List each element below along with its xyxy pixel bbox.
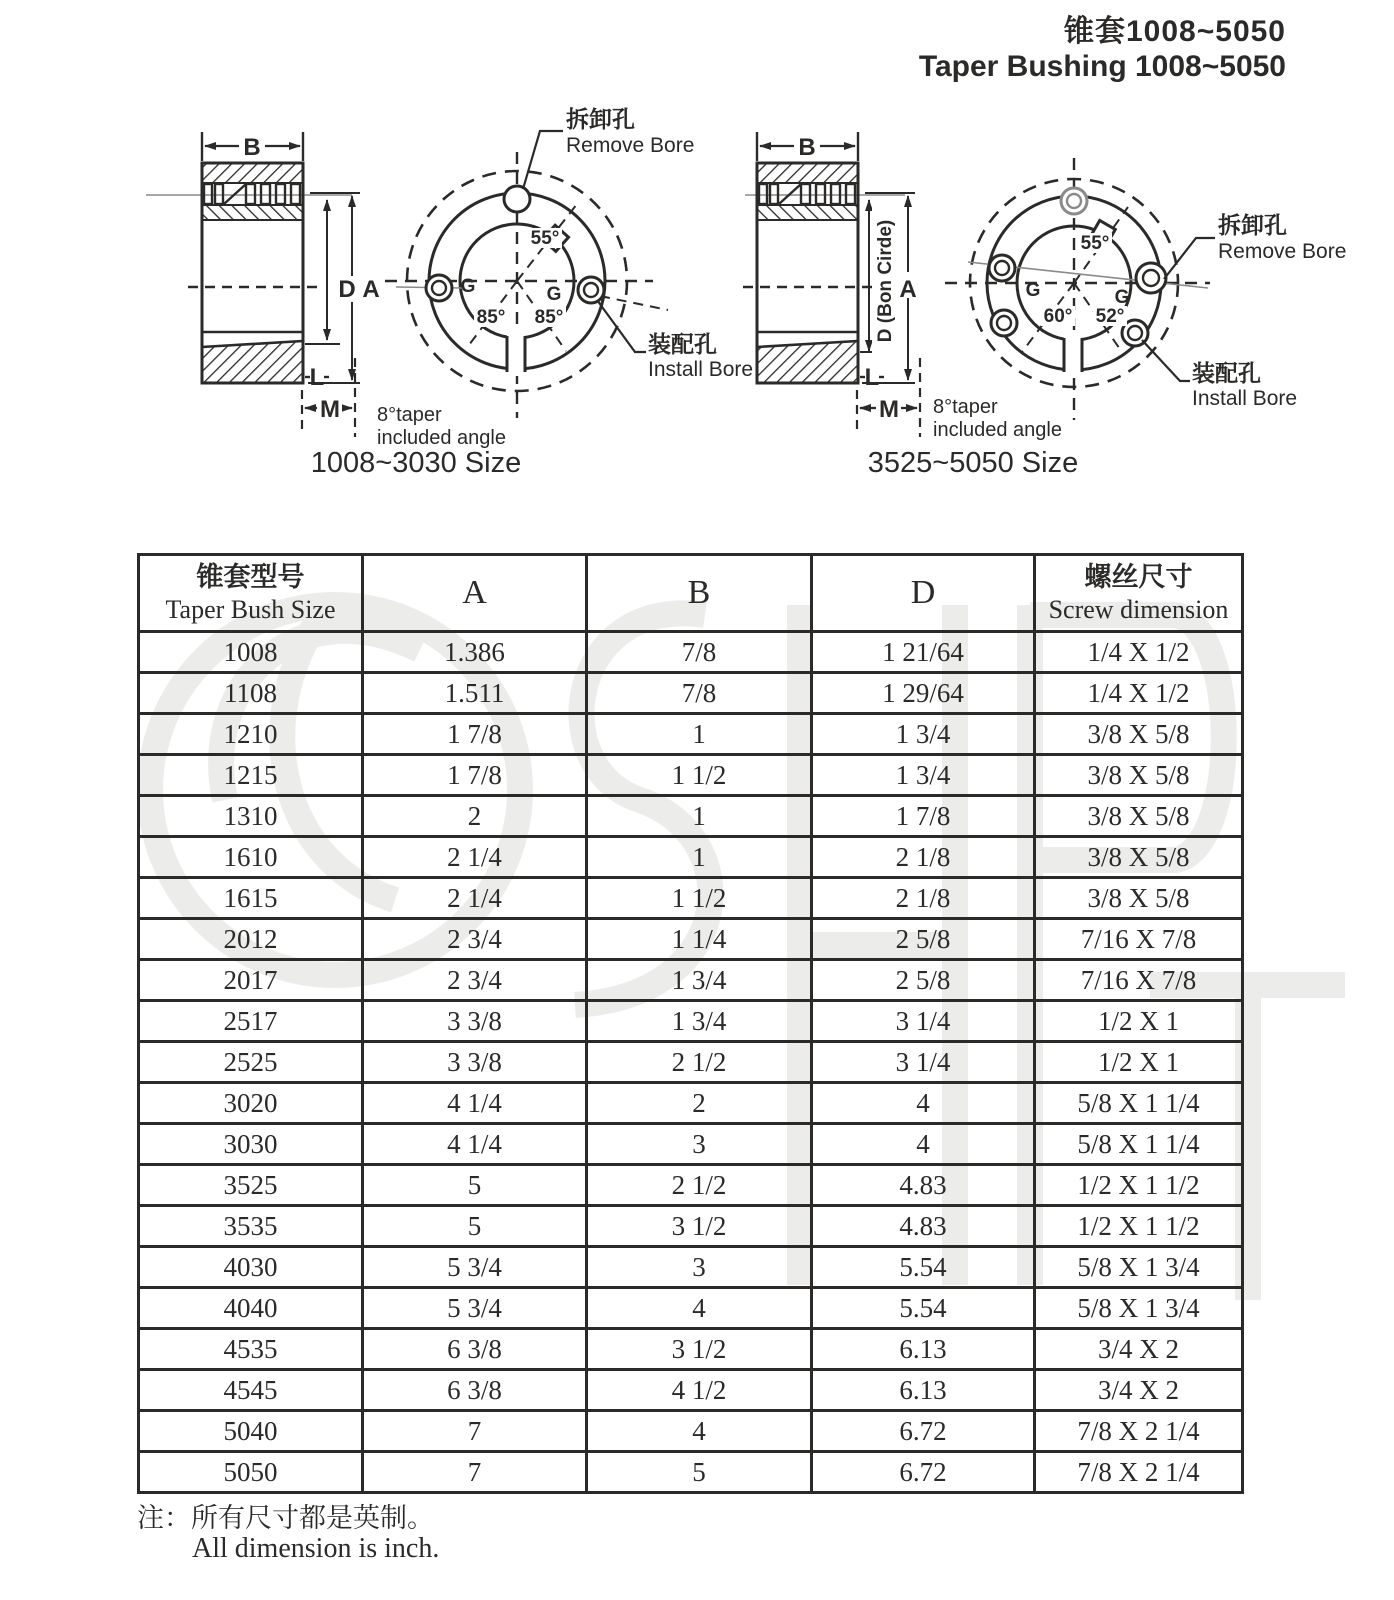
col-header-b: B <box>587 555 812 632</box>
table-cell: 6.13 <box>812 1370 1035 1411</box>
table-row <box>139 1124 1243 1165</box>
table-cell: 1.386 <box>363 632 587 673</box>
angle-55-left: 55° <box>530 228 560 249</box>
table-cell: 7/8 X 2 1/4 <box>1035 1452 1243 1493</box>
table-cell: 2517 <box>139 1001 363 1042</box>
table-row <box>139 1083 1243 1124</box>
dim-l-left: L <box>309 364 325 391</box>
table-row <box>139 1042 1243 1083</box>
table-cell: 1 <box>587 796 812 837</box>
table-row <box>139 1247 1243 1288</box>
table-cell: 4 1/4 <box>363 1083 587 1124</box>
col-header-size-en: Taper Bush Size <box>165 595 336 625</box>
technical-drawings <box>0 90 1394 540</box>
table-row <box>139 878 1243 919</box>
table-cell: 1/2 X 1 <box>1035 1001 1243 1042</box>
table-cell: 1008 <box>139 632 363 673</box>
table-cell: 3 <box>587 1124 812 1165</box>
col-header-size <box>139 555 363 632</box>
col-header-screw <box>1035 555 1243 632</box>
table-cell: 1 3/4 <box>812 714 1035 755</box>
table-cell: 1215 <box>139 755 363 796</box>
angle-55-right: 55° <box>1080 233 1110 254</box>
table-cell: 2 <box>363 796 587 837</box>
front-view-left <box>385 131 668 418</box>
dim-b-left: B <box>243 134 261 161</box>
table-cell: 2 1/8 <box>812 878 1035 919</box>
table-cell: 1615 <box>139 878 363 919</box>
table-cell: 2 3/4 <box>363 960 587 1001</box>
table-row <box>139 632 1243 673</box>
table-cell: 1108 <box>139 673 363 714</box>
footnote-zh: 注：所有尺寸都是英制。 <box>137 1503 434 1533</box>
table-cell: 3/8 X 5/8 <box>1035 714 1243 755</box>
table-cell: 1610 <box>139 837 363 878</box>
table-cell: 1/4 X 1/2 <box>1035 673 1243 714</box>
table-row <box>139 755 1243 796</box>
table-cell: 1 <box>587 837 812 878</box>
table-cell: 4 <box>587 1288 812 1329</box>
table-cell: 5/8 X 1 1/4 <box>1035 1083 1243 1124</box>
table-cell: 2 1/8 <box>812 837 1035 878</box>
table-row <box>139 796 1243 837</box>
table-row <box>139 1370 1243 1411</box>
table-cell: 3535 <box>139 1206 363 1247</box>
remove-bore-en-left: Remove Bore <box>566 134 695 157</box>
table-cell: 3/8 X 5/8 <box>1035 755 1243 796</box>
table-cell: 4 1/2 <box>587 1370 812 1411</box>
table-row <box>139 960 1243 1001</box>
table-cell: 1210 <box>139 714 363 755</box>
table-cell: 3525 <box>139 1165 363 1206</box>
dim-m-right: M <box>879 396 899 423</box>
table-row <box>139 1411 1243 1452</box>
g-label-right-b: G <box>1114 287 1130 308</box>
table-cell: 6 3/8 <box>363 1370 587 1411</box>
table-cell: 5040 <box>139 1411 363 1452</box>
table-cell: 4 <box>812 1083 1035 1124</box>
table-cell: 4545 <box>139 1370 363 1411</box>
angle-85-left-b: 85° <box>534 307 564 328</box>
table-row <box>139 1206 1243 1247</box>
table-row <box>139 1165 1243 1206</box>
page-title <box>919 6 1286 84</box>
table-cell: 5/8 X 1 3/4 <box>1035 1247 1243 1288</box>
table-cell: 7/8 <box>587 632 812 673</box>
table-cell: 4.83 <box>812 1206 1035 1247</box>
table-cell: 3 1/2 <box>587 1329 812 1370</box>
dim-dbon-right: D (Bon Cirde) <box>875 219 896 343</box>
remove-bore-zh-left: 拆卸孔 <box>566 106 635 132</box>
table-cell: 2 1/4 <box>363 878 587 919</box>
g-label-left-b: G <box>546 284 562 305</box>
table-cell: 3/8 X 5/8 <box>1035 837 1243 878</box>
table-cell: 1 7/8 <box>363 714 587 755</box>
table-cell: 1/4 X 1/2 <box>1035 632 1243 673</box>
table-cell: 1/2 X 1 1/2 <box>1035 1165 1243 1206</box>
footnote-en: All dimension is inch. <box>192 1533 440 1564</box>
table-row <box>139 837 1243 878</box>
table-cell: 5/8 X 1 1/4 <box>1035 1124 1243 1165</box>
table-cell: 5 <box>363 1206 587 1247</box>
table-cell: 7/16 X 7/8 <box>1035 960 1243 1001</box>
table-cell: 1 3/4 <box>812 755 1035 796</box>
table-cell: 3 1/4 <box>812 1042 1035 1083</box>
page-title-en: Taper Bushing 1008~5050 <box>918 50 1286 83</box>
table-cell: 1 7/8 <box>812 796 1035 837</box>
table-cell: 6.72 <box>812 1452 1035 1493</box>
table-cell: 1 1/2 <box>587 878 812 919</box>
table-cell: 1 29/64 <box>812 673 1035 714</box>
dim-a-right: A <box>899 276 917 303</box>
dim-d-left: D <box>338 276 356 303</box>
dim-a-left: A <box>362 276 380 303</box>
table-cell: 1 3/4 <box>587 960 812 1001</box>
table-cell: 2525 <box>139 1042 363 1083</box>
table-cell: 4 1/4 <box>363 1124 587 1165</box>
dim-b-right: B <box>798 134 816 161</box>
col-header-screw-en: Screw dimension <box>1048 595 1229 625</box>
table-cell: 2 1/2 <box>587 1042 812 1083</box>
table-cell: 5050 <box>139 1452 363 1493</box>
remove-bore-zh-right: 拆卸孔 <box>1218 212 1287 238</box>
table-body <box>139 632 1243 1493</box>
table-cell: 4.83 <box>812 1165 1035 1206</box>
dim-l-right: L <box>864 364 880 391</box>
taper-note-left-2: included angle <box>377 427 506 449</box>
table-cell: 1 3/4 <box>587 1001 812 1042</box>
angle-52-right: 52° <box>1095 306 1125 327</box>
table-cell: 5.54 <box>812 1247 1035 1288</box>
remove-bore-en-right: Remove Bore <box>1218 240 1347 263</box>
table-header-row <box>139 555 1243 632</box>
table-cell: 5 3/4 <box>363 1247 587 1288</box>
taper-note-right-2: included angle <box>933 419 1062 441</box>
table-row <box>139 1001 1243 1042</box>
table-cell: 7/16 X 7/8 <box>1035 919 1243 960</box>
table-cell: 3 3/8 <box>363 1001 587 1042</box>
table-row <box>139 673 1243 714</box>
table-cell: 1/2 X 1 <box>1035 1042 1243 1083</box>
table-cell: 1 <box>587 714 812 755</box>
col-header-size-zh: 锥套型号 <box>196 561 305 592</box>
install-bore-zh-right: 装配孔 <box>1192 360 1261 386</box>
table-cell: 3 1/2 <box>587 1206 812 1247</box>
table-cell: 2 3/4 <box>363 919 587 960</box>
table-row <box>139 1329 1243 1370</box>
table-cell: 5 3/4 <box>363 1288 587 1329</box>
table-cell: 3/4 X 2 <box>1035 1329 1243 1370</box>
table-cell: 6.72 <box>812 1411 1035 1452</box>
table-cell: 5.54 <box>812 1288 1035 1329</box>
table-cell: 2 1/2 <box>587 1165 812 1206</box>
table-header <box>139 555 1243 632</box>
col-header-d: D <box>812 555 1035 632</box>
g-label-right-a: G <box>1025 280 1041 301</box>
caption-right: 3525~5050 Size <box>867 447 1079 479</box>
table-row <box>139 714 1243 755</box>
install-bore-en-left: Install Bore <box>648 358 754 381</box>
table-cell: 4040 <box>139 1288 363 1329</box>
table-cell: 7 <box>363 1411 587 1452</box>
table-cell: 5 <box>363 1165 587 1206</box>
table-cell: 1/2 X 1 1/2 <box>1035 1206 1243 1247</box>
table-cell: 1310 <box>139 796 363 837</box>
col-header-screw-zh: 螺丝尺寸 <box>1084 561 1193 592</box>
taper-note-right-1: 8°taper <box>933 396 998 418</box>
table-cell: 2 1/4 <box>363 837 587 878</box>
table-cell: 3/8 X 5/8 <box>1035 796 1243 837</box>
table-cell: 1.511 <box>363 673 587 714</box>
table-cell: 3 <box>587 1247 812 1288</box>
table-cell: 7 <box>363 1452 587 1493</box>
table-cell: 2017 <box>139 960 363 1001</box>
dim-m-left: M <box>320 396 340 423</box>
table-cell: 4 <box>812 1124 1035 1165</box>
angle-85-left-a: 85° <box>476 307 506 328</box>
table-cell: 4535 <box>139 1329 363 1370</box>
table-cell: 1 21/64 <box>812 632 1035 673</box>
table-row <box>139 1288 1243 1329</box>
install-bore-zh-left: 装配孔 <box>648 331 717 357</box>
install-bore-en-right: Install Bore <box>1192 387 1298 410</box>
table-cell: 6.13 <box>812 1329 1035 1370</box>
table-cell: 3 3/8 <box>363 1042 587 1083</box>
table-cell: 3020 <box>139 1083 363 1124</box>
table-cell: 5/8 X 1 3/4 <box>1035 1288 1243 1329</box>
page-title-zh: 锥套1008~5050 <box>1064 15 1286 48</box>
table-cell: 1 1/2 <box>587 755 812 796</box>
table-cell: 7/8 <box>587 673 812 714</box>
table-row <box>139 1452 1243 1493</box>
col-header-a: A <box>363 555 587 632</box>
table-row <box>139 919 1243 960</box>
table-cell: 1 7/8 <box>363 755 587 796</box>
table-cell: 4 <box>587 1411 812 1452</box>
table-cell: 3 1/4 <box>812 1001 1035 1042</box>
table-cell: 3030 <box>139 1124 363 1165</box>
front-view-right <box>945 158 1215 420</box>
table-cell: 2012 <box>139 919 363 960</box>
taper-note-left-1: 8°taper <box>377 404 442 426</box>
table-cell: 3/8 X 5/8 <box>1035 878 1243 919</box>
table-cell: 7/8 X 2 1/4 <box>1035 1411 1243 1452</box>
table-cell: 2 5/8 <box>812 960 1035 1001</box>
g-label-left-a: G <box>460 276 476 297</box>
table-cell: 4030 <box>139 1247 363 1288</box>
table-cell: 3/4 X 2 <box>1035 1370 1243 1411</box>
angle-60-right: 60° <box>1043 306 1073 327</box>
caption-left: 1008~3030 Size <box>310 447 522 479</box>
table-cell: 1 1/4 <box>587 919 812 960</box>
table-cell: 6 3/8 <box>363 1329 587 1370</box>
table-cell: 2 <box>587 1083 812 1124</box>
dimension-table <box>137 553 1244 1494</box>
table-cell: 5 <box>587 1452 812 1493</box>
table-cell: 2 5/8 <box>812 919 1035 960</box>
